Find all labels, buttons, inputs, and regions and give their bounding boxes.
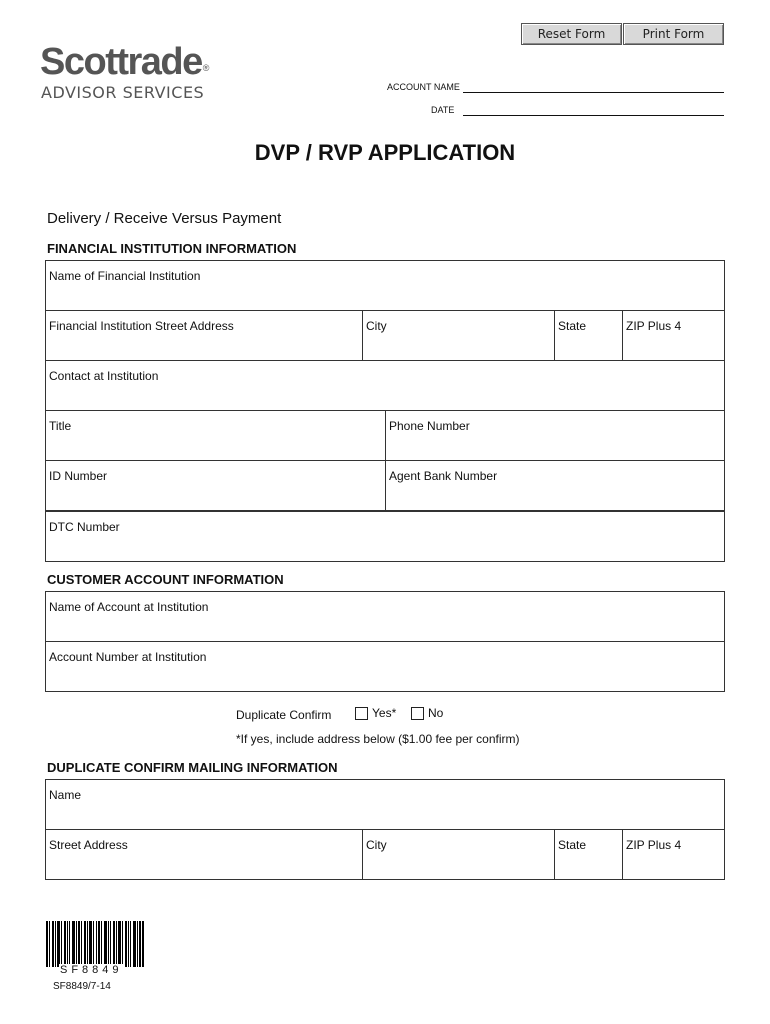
no-checkbox[interactable] xyxy=(411,707,424,720)
no-label: No xyxy=(428,706,444,720)
mailing-city-field[interactable] xyxy=(362,829,555,880)
reset-form-button[interactable]: Reset Form xyxy=(521,23,622,45)
date-field[interactable] xyxy=(463,115,724,116)
logo-reg: ® xyxy=(202,63,208,73)
barcode-text: SF8849 xyxy=(60,964,123,976)
fi-street-label: Financial Institution Street Address xyxy=(49,319,234,333)
fi-id-field[interactable] xyxy=(45,460,386,511)
fi-title-label: Title xyxy=(49,419,72,433)
account-name-field[interactable] xyxy=(463,92,724,93)
fi-name-field[interactable] xyxy=(45,260,725,311)
fi-state-label: State xyxy=(558,319,587,333)
duplicate-confirm-label: Duplicate Confirm xyxy=(236,708,332,722)
yes-checkbox[interactable] xyxy=(355,707,368,720)
form-number: SF8849/7-14 xyxy=(53,981,111,992)
account-number-institution-label: Account Number at Institution xyxy=(49,650,207,664)
scottrade-logo xyxy=(40,42,207,82)
duplicate-fee-note: *If yes, include address below ($1.00 fee per confirm) xyxy=(236,732,520,746)
mailing-name-label: Name xyxy=(49,788,82,802)
fi-title-field[interactable] xyxy=(45,410,386,461)
mailing-street-label: Street Address xyxy=(49,838,128,852)
mailing-name-field[interactable] xyxy=(45,779,725,830)
financial-section-heading: FINANCIAL INSTITUTION INFORMATION xyxy=(47,241,297,256)
fi-dtc-label: DTC Number xyxy=(49,520,120,534)
customer-section-heading: CUSTOMER ACCOUNT INFORMATION xyxy=(47,572,284,587)
fi-phone-field[interactable] xyxy=(385,410,725,461)
fi-phone-label: Phone Number xyxy=(389,419,470,433)
fi-dtc-field[interactable] xyxy=(45,511,725,562)
mailing-section-heading: DUPLICATE CONFIRM MAILING INFORMATION xyxy=(47,760,338,775)
fi-agent-bank-field[interactable] xyxy=(385,460,725,511)
logo-brand: Scottrade xyxy=(40,41,202,83)
fi-agent-bank-label: Agent Bank Number xyxy=(389,469,498,483)
fi-city-label: City xyxy=(366,319,387,333)
account-name-label: ACCOUNT NAME xyxy=(387,82,460,92)
yes-label: Yes* xyxy=(372,706,397,720)
fi-contact-label: Contact at Institution xyxy=(49,369,159,383)
date-label: DATE xyxy=(431,105,455,115)
barcode xyxy=(46,921,144,967)
mailing-zip-field[interactable] xyxy=(622,829,725,880)
duplicate-yes-option[interactable] xyxy=(355,706,396,720)
page-subtitle: Delivery / Receive Versus Payment xyxy=(47,210,282,227)
mailing-street-field[interactable] xyxy=(45,829,363,880)
print-form-button[interactable]: Print Form xyxy=(623,23,724,45)
logo-subtitle: ADVISOR SERVICES xyxy=(41,83,205,102)
mailing-zip-label: ZIP Plus 4 xyxy=(626,838,682,852)
mailing-city-label: City xyxy=(366,838,387,852)
mailing-state-label: State xyxy=(558,838,587,852)
fi-state-field[interactable] xyxy=(554,310,623,361)
fi-zip-field[interactable] xyxy=(622,310,725,361)
mailing-state-field[interactable] xyxy=(554,829,623,880)
fi-street-field[interactable] xyxy=(45,310,363,361)
fi-contact-field[interactable] xyxy=(45,360,725,411)
fi-city-field[interactable] xyxy=(362,310,555,361)
account-number-institution-field[interactable] xyxy=(45,641,725,692)
fi-id-label: ID Number xyxy=(49,469,108,483)
account-name-institution-label: Name of Account at Institution xyxy=(49,600,209,614)
account-name-institution-field[interactable] xyxy=(45,591,725,642)
fi-zip-label: ZIP Plus 4 xyxy=(626,319,682,333)
duplicate-no-option[interactable] xyxy=(411,706,443,720)
page-title: DVP / RVP APPLICATION xyxy=(254,140,516,165)
fi-name-label: Name of Financial Institution xyxy=(49,269,201,283)
